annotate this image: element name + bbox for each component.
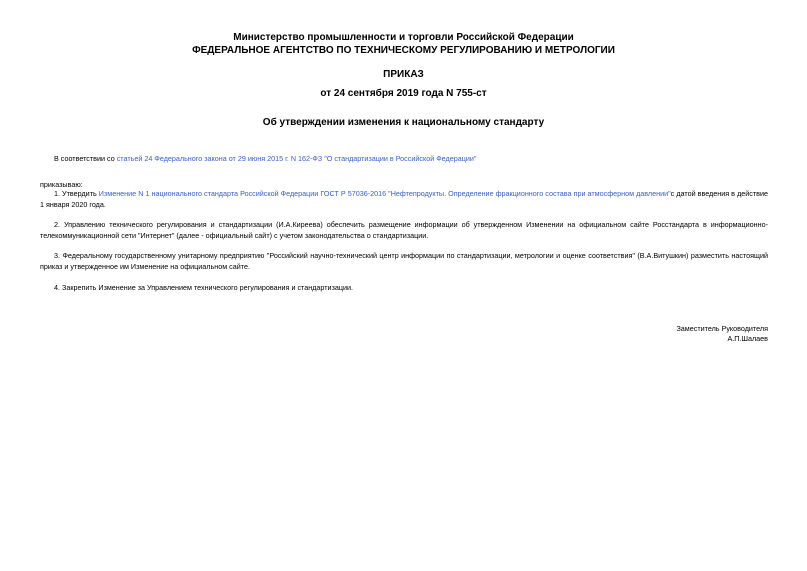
item1-prefix: 1. Утвердить [54, 189, 99, 198]
order-item-2: 2. Управлению технического регулирования и стандартизации (И.А.Киреева) обеспечить размещение информации об утвержденном Изменении на официальном сайте Росстандарта в информационно-телекоммуникационной сети "Интернет" (далее - официальный сайт) с учетом законодательства о стандартизации. [40, 220, 768, 240]
intro-prefix: В соответствии со [54, 154, 117, 163]
order-item-3: 3. Федеральному государственному унитарному предприятию "Российский научно-технический центр информации по стандартизации, метрологии и оценке соответствия" (В.А.Витушкин) разместить настоящий приказ и утвержденное им Изменение на официальном сайте. [40, 251, 768, 271]
federal-law-link[interactable]: статьей 24 Федерального закона от 29 июня 2015 г. N 162-ФЗ "О стандартизации в Российской Федерации" [116, 154, 477, 163]
order-item-4: 4. Закрепить Изменение за Управлением технического регулирования и стандартизации. [54, 283, 354, 292]
order-item-1 [40, 188, 768, 210]
order-word: приказываю: [40, 180, 83, 189]
standard-amendment-link[interactable]: Изменение N 1 национального стандарта Российской Федерации ГОСТ Р 57036-2016 "Нефтепродукты. Определение фракционного состава при атмосферном давлении" [98, 189, 671, 198]
document-type: ПРИКАЗ [383, 69, 424, 80]
document-subject: Об утверждении изменения к национальному стандарту [262, 117, 545, 128]
signatory-name: А.П.Шалаев [727, 334, 768, 343]
signatory-title: Заместитель Руководителя [676, 324, 768, 333]
agency-heading: ФЕДЕРАЛЬНОЕ АГЕНТСТВО ПО ТЕХНИЧЕСКОМУ РЕГУЛИРОВАНИЮ И МЕТРОЛОГИИ [192, 45, 615, 56]
ministry-heading: Министерство промышленности и торговли Российской Федерации [233, 32, 574, 43]
document-date: от 24 сентября 2019 года N 755-ст [320, 88, 487, 99]
item1-suffix: с датой введения в действие 1 января 2020 года. [40, 189, 768, 209]
intro-paragraph [40, 153, 768, 164]
